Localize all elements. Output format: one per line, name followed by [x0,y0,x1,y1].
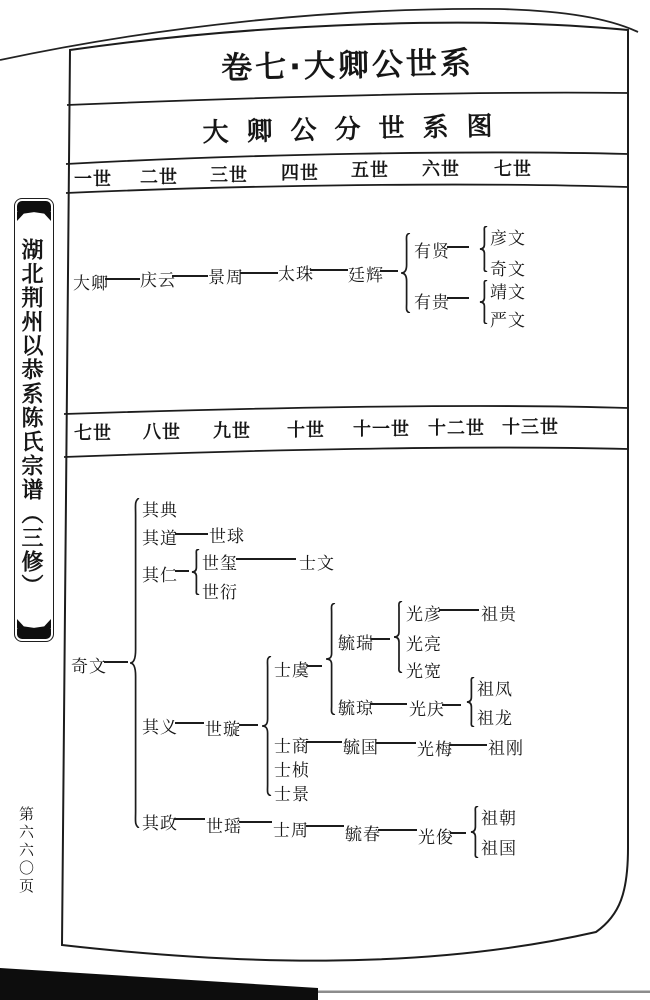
connector-line [306,825,344,827]
connector-line [105,278,140,280]
node-shixi: 世玺 [202,554,238,574]
connector-line [175,722,204,724]
node-tinghui: 廷辉 [348,266,384,286]
connector-line [175,570,189,572]
node-yougui: 有贵 [414,293,450,313]
gen-label-6: 六世 [422,159,460,180]
brace [261,656,272,796]
gen-label-1: 一世 [74,169,112,190]
node-zugang: 祖刚 [488,739,524,759]
connector-line [104,661,128,663]
connector-line [447,297,469,299]
node-guangkuan: 光宽 [406,662,442,682]
node-qidian: 其典 [142,501,178,521]
brace [191,549,200,595]
gen-label-11: 十一世 [353,419,410,440]
gen-label-3: 三世 [210,165,248,186]
node-youxian: 有贤 [414,242,450,262]
node-jingzhou: 景周 [208,268,244,288]
page-title: 卷七·大卿公世系 [220,45,475,87]
node-shiwen: 士文 [299,554,335,574]
node-shiyao: 世瑶 [206,817,242,837]
node-zuchao: 祖朝 [481,809,517,829]
node-qidao: 其道 [142,529,178,549]
node-qingyun: 庆云 [140,271,176,291]
brace [129,498,140,828]
connector-line [439,609,479,611]
page-number: 第六六〇页 [17,806,35,896]
node-yuguo: 毓国 [343,738,379,758]
connector-line [307,665,322,667]
node-shishang: 士商 [274,737,310,757]
node-zufeng: 祖凤 [477,680,513,700]
node-qiyi: 其义 [142,718,178,738]
node-zugui: 祖贵 [481,605,517,625]
brace [393,601,403,673]
node-shiyan: 世衍 [202,583,238,603]
node-shizhou: 士周 [273,821,309,841]
node-yuchun: 毓春 [345,825,381,845]
node-shiyu: 士虞 [274,661,310,681]
connector-line [239,724,258,726]
node-qiwen: 奇文 [490,260,526,280]
connector-line [447,246,469,248]
gen-label-7: 七世 [494,159,532,180]
node-taizhu: 太珠 [278,265,314,285]
banner-top-ornament [17,201,51,212]
connector-line [450,832,466,834]
connector-line [175,533,208,535]
node-qiwen-root: 奇文 [71,657,107,677]
node-qizheng: 其政 [142,814,178,834]
gen-label-5: 五世 [351,160,389,181]
connector-line [370,703,407,705]
brace [470,806,479,858]
connector-line [306,741,342,743]
gen-label-13: 十三世 [502,417,559,438]
node-shiqiu: 世球 [209,527,245,547]
gen-label-8: 八世 [143,422,181,443]
gen-label-4: 四世 [281,163,319,184]
node-guangliang: 光亮 [406,635,442,655]
connector-line [378,829,417,831]
node-daqing: 大卿 [73,274,109,294]
node-shijing: 士景 [274,785,310,805]
node-guangmei: 光梅 [417,740,453,760]
connector-line [172,275,208,277]
side-banner [14,198,54,642]
connector-line [174,818,205,820]
scan-bottom-line [0,991,650,994]
node-guangjun: 光俊 [418,828,454,848]
connector-line [239,821,272,823]
brace [400,233,411,313]
node-qiren: 其仁 [142,566,178,586]
node-zulong: 祖龙 [477,709,513,729]
gen-label-2: 二世 [140,167,178,188]
connector-line [449,744,487,746]
node-yanwen: 彦文 [490,229,526,249]
banner-bottom-ornament [17,628,51,639]
connector-line [310,269,348,271]
node-yanwen2: 严文 [490,311,526,331]
page-subtitle: 大卿公分世系图 [202,111,511,149]
gen-label-7b: 七世 [74,423,112,444]
gen-label-12: 十二世 [428,418,485,439]
node-guangyan: 光彦 [406,605,442,625]
connector-line [380,270,398,272]
connector-line [442,704,461,706]
scan-bottom-shadow [0,968,318,1000]
node-zuguo: 祖国 [481,839,517,859]
node-guangqing: 光庆 [409,700,445,720]
header-bottom-underline [64,448,628,457]
connector-line [371,638,390,640]
gen-label-9: 九世 [213,421,251,442]
title-separator-line [67,93,628,105]
connector-line [236,558,296,560]
brace [466,677,475,727]
node-jingwen: 靖文 [490,283,526,303]
side-banner-text: 湖北荆州以恭系陈氏宗谱（三修） [18,238,44,598]
connector-line [240,272,278,274]
connector-line [376,742,416,744]
brace [479,226,488,272]
node-shizhen: 士桢 [274,761,310,781]
node-yuqiong: 毓琼 [338,699,374,719]
gen-label-10: 十世 [287,420,325,441]
brace [479,280,488,324]
node-yurui: 毓瑞 [338,634,374,654]
node-shixuan: 世璇 [205,720,241,740]
brace [325,603,336,715]
